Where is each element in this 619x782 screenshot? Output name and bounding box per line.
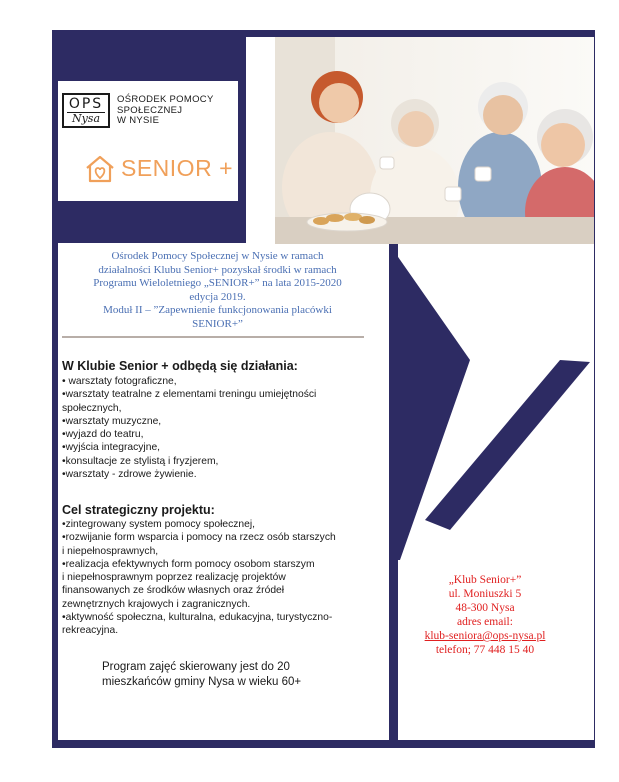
contact-block [400,573,570,657]
ops-name-line: SPOŁECZNEJ [117,104,183,116]
ops-name-line: W NYSIE [117,115,160,126]
intro-line: Programu Wieloletniego „SENIOR+” na lata 2015-2020 [93,277,342,289]
ops-logo [62,93,214,129]
ops-logo-mark [62,93,110,128]
closing-text [102,660,362,690]
senior-logo [74,143,237,195]
contact-phone: telefon; 77 448 15 40 [435,644,535,656]
list-item: rekreacyjna. [62,625,119,637]
goal-title: Cel strategiczny projektu: [62,503,215,517]
contact-name: „Klub Senior+” [448,574,522,586]
contact-email-link[interactable]: klub-seniora@ops-nysa.pl [424,630,546,642]
closing-line: Program zajęć skierowany jest do 20 [102,661,290,673]
list-item: •rozwijanie form wsparcia i pomocy na rzecz osób starszych [62,532,336,544]
intro-divider [62,336,364,338]
list-item: i niepełnosprawnym poprzez realizację projektów [62,572,286,584]
list-item: •konsultacje ze stylistą i fryzjerem, [62,455,219,467]
list-item: zewnętrznych krajowych i zagranicznych. [62,598,251,610]
list-item: społecznych, [62,402,122,414]
list-item: i niepełnosprawnych, [62,545,159,557]
list-item: finansowanych ze środków własnych oraz źródeł [62,585,285,597]
ops-name-line: OŚRODEK POMOCY [117,94,214,105]
contact-email-label: adres email: [457,616,513,628]
activities-title: W Klubie Senior + odbędą się działania: [62,359,298,373]
ops-mark-bottom: Nysa [71,112,101,125]
list-item: •aktywność społeczna, kulturalna, edukacyjna, turystyczno- [62,612,333,624]
ops-mark-top: OPS [68,96,104,112]
intro-line: Moduł II – ”Zapewnienie funkcjonowania placówki [103,304,332,316]
list-item: •wyjścia integracyjne, [62,442,161,454]
ops-name [117,95,227,127]
contact-street: ul. Moniuszki 5 [448,588,522,600]
list-item: •warsztaty teatralne z elementami treningu umiejętności [62,389,317,401]
activities-list [62,375,380,481]
intro-line: Ośrodek Pomocy Społecznej w Nysie w ramach [111,250,324,262]
intro-line: SENIOR+” [192,317,243,330]
intro-line: edycja 2019. [189,290,246,303]
list-item: •warsztaty - zdrowe żywienie. [62,469,197,481]
contact-city: 48-300 Nysa [455,602,515,614]
list-item: •warsztaty muzyczne, [62,415,162,427]
senior-logo-text: SENIOR + [121,155,234,181]
list-item: •realizacja efektywnych form pomocy osobom starszym [62,558,315,570]
closing-line: mieszkańców gminy Nysa w wieku 60+ [102,676,302,688]
intro-paragraph [70,250,365,331]
goal-list [62,518,380,638]
list-item: •wyjazd do teatru, [62,429,144,441]
house-heart-icon [84,154,120,184]
intro-line: działalności Klubu Senior+ pozyskał środki w ramach [98,263,337,276]
list-item: • warsztaty fotograficzne, [62,376,177,387]
seniors-photo [275,37,594,244]
list-item: •zintegrowany system pomocy społecznej, [62,519,256,530]
